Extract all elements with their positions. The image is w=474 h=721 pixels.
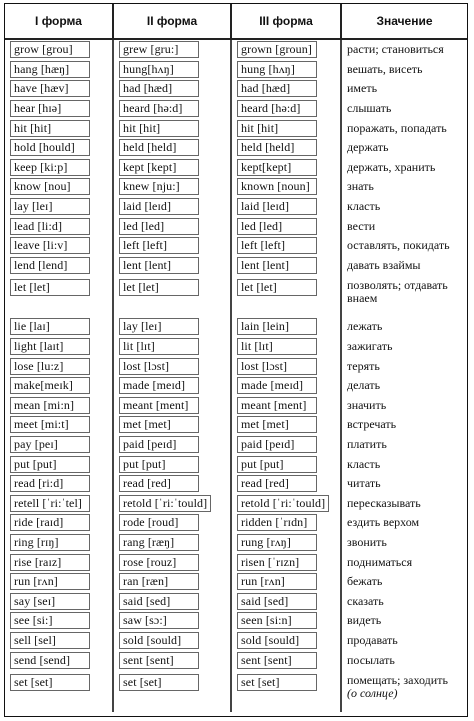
verb-form-1-cell xyxy=(5,138,113,158)
verb-form-1: meet [mi:t] xyxy=(10,416,90,433)
table-row xyxy=(5,197,467,217)
verb-form-1-cell xyxy=(5,118,113,138)
meaning-text: знать xyxy=(347,179,374,194)
verb-form-3-cell xyxy=(231,670,341,712)
verb-form-3: rung [rʌŋ] xyxy=(237,534,317,551)
verb-form-1: ride [raɪd] xyxy=(10,514,90,531)
verb-form-2-cell xyxy=(113,533,231,553)
verb-form-1: sell [sel] xyxy=(10,632,90,649)
verb-form-1: let [let] xyxy=(10,279,90,296)
table-row xyxy=(5,572,467,592)
verb-form-1: run [rʌn] xyxy=(10,573,90,590)
verb-form-1-cell xyxy=(5,60,113,80)
verb-form-2-cell xyxy=(113,60,231,80)
meaning-text: ездить верхом xyxy=(347,515,420,530)
verb-form-1: lead [li:d] xyxy=(10,218,90,235)
verb-form-2-cell xyxy=(113,275,231,317)
verb-form-1-cell xyxy=(5,216,113,236)
verb-form-1-cell xyxy=(5,454,113,474)
verb-form-2: made [meɪd] xyxy=(119,377,199,394)
verb-form-1-cell xyxy=(5,376,113,396)
table-row xyxy=(5,454,467,474)
verb-form-3-cell xyxy=(231,99,341,119)
meaning-text: посылать xyxy=(347,652,395,667)
verb-form-3-cell xyxy=(231,275,341,317)
meaning-cell xyxy=(341,396,467,416)
meaning-text: держать xyxy=(347,140,389,155)
verb-form-1: see [si:] xyxy=(10,612,90,629)
verb-form-1-cell xyxy=(5,611,113,631)
verb-form-1-cell xyxy=(5,158,113,178)
verb-form-2-cell xyxy=(113,356,231,376)
table-row xyxy=(5,256,467,276)
header-form-1: I форма xyxy=(5,4,113,39)
verb-form-3: led [led] xyxy=(237,218,317,235)
verb-form-2: sent [sent] xyxy=(119,652,199,669)
meaning-text: звонить xyxy=(347,534,387,549)
meaning-text: делать xyxy=(347,378,381,393)
meaning-text: класть xyxy=(347,456,381,471)
verb-form-3: sent [sent] xyxy=(237,652,317,669)
meaning-cell xyxy=(341,317,467,337)
table-row xyxy=(5,435,467,455)
meaning-text: видеть xyxy=(347,613,382,628)
meaning-cell xyxy=(341,435,467,455)
meaning-text: держать, хранить xyxy=(347,159,436,174)
table-row xyxy=(5,591,467,611)
verb-form-2: let [let] xyxy=(119,279,199,296)
verb-form-2: meant [ment] xyxy=(119,397,199,414)
meaning-cell xyxy=(341,670,467,712)
verb-form-2: lay [leɪ] xyxy=(119,318,199,335)
verb-form-2-cell xyxy=(113,376,231,396)
table-row xyxy=(5,158,467,178)
verb-form-2-cell xyxy=(113,256,231,276)
verb-form-2-cell xyxy=(113,177,231,197)
verb-form-1-cell xyxy=(5,317,113,337)
verb-form-2-cell xyxy=(113,670,231,712)
verb-form-3-cell xyxy=(231,611,341,631)
verb-form-2: knew [nju:] xyxy=(119,178,199,195)
verb-form-2: read [red] xyxy=(119,475,199,492)
verb-form-3: said [sed] xyxy=(237,593,317,610)
meaning-text: сказать xyxy=(347,593,384,608)
table-row xyxy=(5,216,467,236)
verb-form-2: rode [roud] xyxy=(119,514,199,531)
meaning-cell xyxy=(341,356,467,376)
verb-form-3: ridden [ˈrɪdn] xyxy=(237,514,317,531)
verb-form-2: laid [leɪd] xyxy=(119,198,199,215)
verb-form-2: left [left] xyxy=(119,237,199,254)
verb-form-1: put [put] xyxy=(10,456,90,473)
verb-form-1-cell xyxy=(5,552,113,572)
table-row xyxy=(5,650,467,670)
verb-form-2-cell xyxy=(113,79,231,99)
verb-form-1: lose [lu:z] xyxy=(10,358,90,375)
verb-form-2-cell xyxy=(113,552,231,572)
verb-form-3-cell xyxy=(231,79,341,99)
verb-form-3-cell xyxy=(231,415,341,435)
meaning-cell xyxy=(341,454,467,474)
meaning-text: поражать, попадать xyxy=(347,120,447,135)
verb-form-2: had [hæd] xyxy=(119,80,199,97)
meaning-cell xyxy=(341,415,467,435)
verb-form-3: had [hæd] xyxy=(237,80,317,97)
table-row xyxy=(5,533,467,553)
verb-form-2: hit [hit] xyxy=(119,120,199,137)
verb-form-1: lie [laɪ] xyxy=(10,318,90,335)
verb-form-2-cell xyxy=(113,99,231,119)
meaning-cell xyxy=(341,493,467,513)
verb-form-3: lit [lɪt] xyxy=(237,338,317,355)
table-row xyxy=(5,552,467,572)
verb-form-2: retold [ˈri:ˈtould] xyxy=(119,495,211,512)
verb-form-1: leave [li:v] xyxy=(10,237,90,254)
table-row xyxy=(5,611,467,631)
meaning-text: оставлять, покидать xyxy=(347,238,450,253)
table-row xyxy=(5,396,467,416)
verb-form-3-cell xyxy=(231,236,341,256)
verb-form-1: lend [lend] xyxy=(10,257,90,274)
verb-form-1-cell xyxy=(5,197,113,217)
meaning-text: подниматься xyxy=(347,554,413,569)
meaning-text: слышать xyxy=(347,101,392,116)
verb-form-3: met [met] xyxy=(237,416,317,433)
table-row xyxy=(5,337,467,357)
verb-form-2: lost [lɔst] xyxy=(119,358,199,375)
verb-form-3: meant [ment] xyxy=(237,397,317,414)
verb-form-2-cell xyxy=(113,435,231,455)
verb-form-2-cell xyxy=(113,396,231,416)
verb-form-1: know [nou] xyxy=(10,178,90,195)
meaning-text: продавать xyxy=(347,632,398,647)
verb-form-3-cell xyxy=(231,454,341,474)
verb-form-2-cell xyxy=(113,118,231,138)
meaning-cell xyxy=(341,631,467,651)
verb-form-2-cell xyxy=(113,493,231,513)
table-row xyxy=(5,513,467,533)
table-row xyxy=(5,317,467,337)
table-row xyxy=(5,631,467,651)
verb-form-1-cell xyxy=(5,435,113,455)
verb-form-1: hit [hit] xyxy=(10,120,90,137)
header-meaning: Значение xyxy=(341,4,467,39)
verb-form-2-cell xyxy=(113,216,231,236)
meaning-cell xyxy=(341,118,467,138)
verb-form-3-cell xyxy=(231,118,341,138)
verb-form-1: mean [mi:n] xyxy=(10,397,90,414)
verb-form-3: laid [leɪd] xyxy=(237,198,317,215)
verb-form-3: set [set] xyxy=(237,674,317,691)
meaning-cell xyxy=(341,611,467,631)
verb-form-3-cell xyxy=(231,631,341,651)
verb-form-2-cell xyxy=(113,197,231,217)
meaning-text: лежать xyxy=(347,319,383,334)
verb-form-3: paid [peɪd] xyxy=(237,436,317,453)
verb-form-1: lay [leɪ] xyxy=(10,198,90,215)
verb-form-2: lent [lent] xyxy=(119,257,199,274)
meaning-cell xyxy=(341,552,467,572)
irregular-verbs-table xyxy=(5,4,467,712)
verb-form-3-cell xyxy=(231,396,341,416)
meaning-text: помещать; заходить xyxy=(347,672,448,687)
verb-form-3-cell xyxy=(231,197,341,217)
table-row xyxy=(5,138,467,158)
verb-form-1-cell xyxy=(5,591,113,611)
meaning-cell xyxy=(341,158,467,178)
verb-form-3: let [let] xyxy=(237,279,317,296)
meaning-cell xyxy=(341,138,467,158)
meaning-text: платить xyxy=(347,436,387,451)
meaning-cell xyxy=(341,650,467,670)
table-row xyxy=(5,415,467,435)
table-row xyxy=(5,79,467,99)
verb-form-3-cell xyxy=(231,376,341,396)
verb-form-1: make[meɪk] xyxy=(10,377,90,394)
meaning-text: зажигать xyxy=(347,339,393,354)
verb-form-2: held [held] xyxy=(119,139,199,156)
verb-form-1-cell xyxy=(5,337,113,357)
table-row xyxy=(5,99,467,119)
verb-form-3-cell xyxy=(231,650,341,670)
meaning-text: пересказывать xyxy=(347,495,421,510)
verb-form-3: heard [hə:d] xyxy=(237,100,317,117)
verb-form-3: retold [ˈri:ˈtould] xyxy=(237,495,329,512)
verb-form-1-cell xyxy=(5,177,113,197)
verb-form-2-cell xyxy=(113,631,231,651)
verb-form-2: set [set] xyxy=(119,674,199,691)
verb-form-3-cell xyxy=(231,337,341,357)
meaning-cell xyxy=(341,474,467,494)
verb-form-3-cell xyxy=(231,493,341,513)
verb-table-page xyxy=(4,3,468,717)
meaning-cell xyxy=(341,591,467,611)
verb-form-1: ring [rɪŋ] xyxy=(10,534,90,551)
verb-form-3: seen [si:n] xyxy=(237,612,317,629)
header-form-2: II форма xyxy=(113,4,231,39)
meaning-cell xyxy=(341,572,467,592)
verb-form-3-cell xyxy=(231,177,341,197)
verb-form-2: put [put] xyxy=(119,456,199,473)
verb-form-2: met [met] xyxy=(119,416,199,433)
verb-form-3-cell xyxy=(231,356,341,376)
meaning-text: бежать xyxy=(347,574,383,589)
verb-form-2-cell xyxy=(113,454,231,474)
verb-form-2-cell xyxy=(113,236,231,256)
verb-form-1-cell xyxy=(5,533,113,553)
verb-form-1: set [set] xyxy=(10,674,90,691)
verb-form-2-cell xyxy=(113,138,231,158)
verb-form-3-cell xyxy=(231,158,341,178)
meaning-cell xyxy=(341,513,467,533)
verb-form-3-cell xyxy=(231,474,341,494)
verb-form-3: hit [hit] xyxy=(237,120,317,137)
meaning-cell xyxy=(341,197,467,217)
verb-form-3: lain [lein] xyxy=(237,318,317,335)
verb-form-3: left [left] xyxy=(237,237,317,254)
verb-form-1-cell xyxy=(5,39,113,60)
verb-form-3-cell xyxy=(231,216,341,236)
verb-form-1: pay [peɪ] xyxy=(10,436,90,453)
verb-form-3: lent [lent] xyxy=(237,257,317,274)
verb-form-1-cell xyxy=(5,415,113,435)
verb-form-3: run [rʌn] xyxy=(237,573,317,590)
meaning-text: иметь xyxy=(347,81,378,96)
verb-form-1: keep [ki:p] xyxy=(10,159,90,176)
verb-form-2-cell xyxy=(113,415,231,435)
verb-form-2-cell xyxy=(113,572,231,592)
verb-form-2: kept [kept] xyxy=(119,159,199,176)
table-row xyxy=(5,236,467,256)
table-header-row xyxy=(5,4,467,39)
verb-form-2-cell xyxy=(113,513,231,533)
verb-form-3-cell xyxy=(231,317,341,337)
verb-form-3-cell xyxy=(231,591,341,611)
meaning-cell xyxy=(341,99,467,119)
verb-form-1: retell [ˈri:ˈtel] xyxy=(10,495,90,512)
verb-form-1-cell xyxy=(5,256,113,276)
verb-form-2-cell xyxy=(113,337,231,357)
meaning-cell xyxy=(341,256,467,276)
verb-form-1-cell xyxy=(5,396,113,416)
verb-form-1-cell xyxy=(5,513,113,533)
verb-form-1: have [hæv] xyxy=(10,80,90,97)
table-row xyxy=(5,670,467,712)
meaning-text: расти; становиться xyxy=(347,42,444,57)
verb-form-1-cell xyxy=(5,275,113,317)
verb-form-1: hear [hɪə] xyxy=(10,100,90,117)
meaning-text: класть xyxy=(347,199,381,214)
meaning-cell xyxy=(341,216,467,236)
verb-form-2-cell xyxy=(113,650,231,670)
verb-form-2: lit [lɪt] xyxy=(119,338,199,355)
meaning-cell xyxy=(341,533,467,553)
meaning-text: встречать xyxy=(347,417,397,432)
verb-form-3: put [put] xyxy=(237,456,317,473)
verb-form-3-cell xyxy=(231,256,341,276)
verb-form-1-cell xyxy=(5,474,113,494)
meaning-cell xyxy=(341,39,467,60)
verb-form-1-cell xyxy=(5,99,113,119)
verb-form-3-cell xyxy=(231,552,341,572)
verb-form-3-cell xyxy=(231,60,341,80)
table-row xyxy=(5,275,467,317)
verb-form-2-cell xyxy=(113,474,231,494)
verb-form-3-cell xyxy=(231,533,341,553)
verb-form-3: lost [lɔst] xyxy=(237,358,317,375)
verb-form-1-cell xyxy=(5,236,113,256)
verb-form-1-cell xyxy=(5,572,113,592)
verb-form-1: hang [hæŋ] xyxy=(10,61,90,78)
meaning-text: давать взаймы xyxy=(347,257,421,272)
verb-form-2: sold [sould] xyxy=(119,632,199,649)
table-row xyxy=(5,474,467,494)
meaning-cell xyxy=(341,60,467,80)
verb-form-2: grew [gru:] xyxy=(119,41,199,58)
verb-form-2: hung[hʌŋ] xyxy=(119,61,199,78)
meaning-cell xyxy=(341,236,467,256)
verb-form-2-cell xyxy=(113,591,231,611)
table-row xyxy=(5,39,467,60)
verb-form-2: paid [peɪd] xyxy=(119,436,199,453)
verb-form-1: hold [hould] xyxy=(10,139,90,156)
verb-form-2: rose [rouz] xyxy=(119,554,199,571)
verb-form-3: made [meɪd] xyxy=(237,377,317,394)
meaning-text: читать xyxy=(347,476,381,491)
verb-form-2-cell xyxy=(113,39,231,60)
table-row xyxy=(5,356,467,376)
verb-form-1-cell xyxy=(5,650,113,670)
verb-form-3: known [noun] xyxy=(237,178,317,195)
verb-form-2: rang [ræŋ] xyxy=(119,534,199,551)
verb-form-2: saw [sɔ:] xyxy=(119,612,199,629)
meaning-cell xyxy=(341,275,467,317)
meaning-text: значить xyxy=(347,397,387,412)
meaning-text: вести xyxy=(347,218,376,233)
verb-form-2-cell xyxy=(113,158,231,178)
verb-form-2: led [led] xyxy=(119,218,199,235)
table-row xyxy=(5,118,467,138)
verb-form-1: read [ri:d] xyxy=(10,475,90,492)
verb-form-3: read [red] xyxy=(237,475,317,492)
verb-form-3: kept[kept] xyxy=(237,159,317,176)
verb-form-1: send [send] xyxy=(10,652,90,669)
verb-form-1-cell xyxy=(5,631,113,651)
verb-form-3: grown [groun] xyxy=(237,41,317,58)
table-row xyxy=(5,177,467,197)
table-row xyxy=(5,493,467,513)
verb-form-2: ran [ræn] xyxy=(119,573,199,590)
meaning-text: вешать, висеть xyxy=(347,61,423,76)
verb-form-1-cell xyxy=(5,670,113,712)
verb-form-3: risen [ˈrɪzn] xyxy=(237,554,317,571)
table-body xyxy=(5,39,467,712)
meaning-cell xyxy=(341,337,467,357)
meaning-cell xyxy=(341,376,467,396)
verb-form-1-cell xyxy=(5,356,113,376)
verb-form-3-cell xyxy=(231,138,341,158)
verb-form-2-cell xyxy=(113,611,231,631)
header-form-3: III форма xyxy=(231,4,341,39)
table-row xyxy=(5,60,467,80)
verb-form-1-cell xyxy=(5,79,113,99)
verb-form-2: heard [hə:d] xyxy=(119,100,199,117)
verb-form-3: held [held] xyxy=(237,139,317,156)
verb-form-1: say [seɪ] xyxy=(10,593,90,610)
verb-form-3: hung [hʌŋ] xyxy=(237,61,317,78)
meaning-text: позволять; отдавать внаем xyxy=(347,278,448,306)
verb-form-3: sold [sould] xyxy=(237,632,317,649)
meaning-note: (о солнце) xyxy=(347,685,398,700)
verb-form-1: grow [grou] xyxy=(10,41,90,58)
verb-form-3-cell xyxy=(231,513,341,533)
meaning-cell xyxy=(341,79,467,99)
verb-form-3-cell xyxy=(231,39,341,60)
verb-form-1: rise [raɪz] xyxy=(10,554,90,571)
verb-form-3-cell xyxy=(231,572,341,592)
verb-form-2-cell xyxy=(113,317,231,337)
table-row xyxy=(5,376,467,396)
verb-form-3-cell xyxy=(231,435,341,455)
meaning-cell xyxy=(341,177,467,197)
verb-form-1-cell xyxy=(5,493,113,513)
verb-form-1: light [laɪt] xyxy=(10,338,90,355)
meaning-text: терять xyxy=(347,358,380,373)
verb-form-2: said [sed] xyxy=(119,593,199,610)
